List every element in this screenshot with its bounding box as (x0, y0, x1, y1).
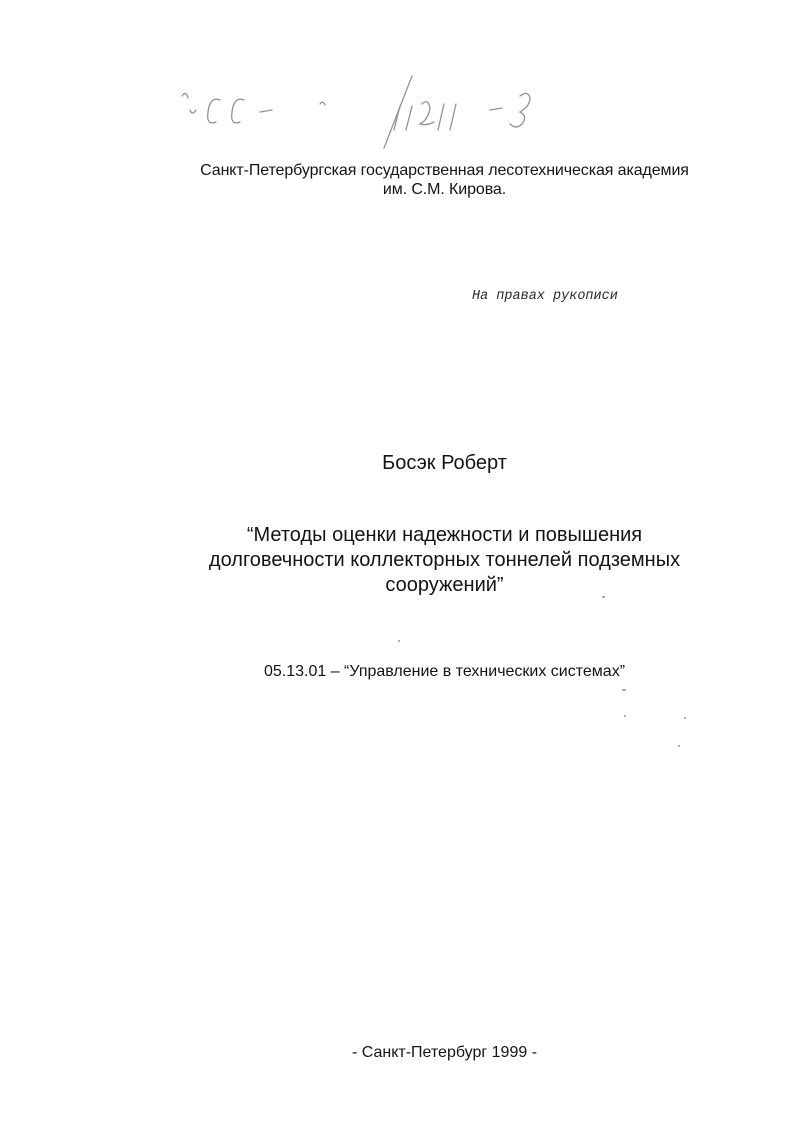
city-year: - Санкт-Петербург 1999 - (351, 1044, 538, 1061)
title-line-3: сооружений” (385, 574, 504, 596)
specialty-code: 05.13.01 – “Управление в технических системах” (263, 663, 626, 680)
institution-line-2: им. С.М. Кирова. (382, 181, 507, 198)
institution-line-1: Санкт-Петербургская государственная лесотехническая академия (200, 162, 689, 179)
author-name: Босэк Роберт (382, 452, 507, 474)
institution-name (48, 161, 793, 199)
scan-speck (622, 689, 626, 691)
scan-speck (678, 745, 680, 747)
scan-speck (398, 640, 400, 642)
scan-speck (684, 717, 686, 719)
scan-speck (624, 715, 626, 717)
manuscript-rights-note: На правах рукописи (472, 289, 618, 304)
title-line-2: долговечности коллекторных тоннелей подземных (208, 549, 681, 571)
dissertation-title (48, 523, 793, 598)
scan-speck (602, 596, 605, 598)
handwritten-catalog-mark (160, 70, 660, 160)
title-line-1: “Методы оценки надежности и повышения (246, 524, 643, 546)
